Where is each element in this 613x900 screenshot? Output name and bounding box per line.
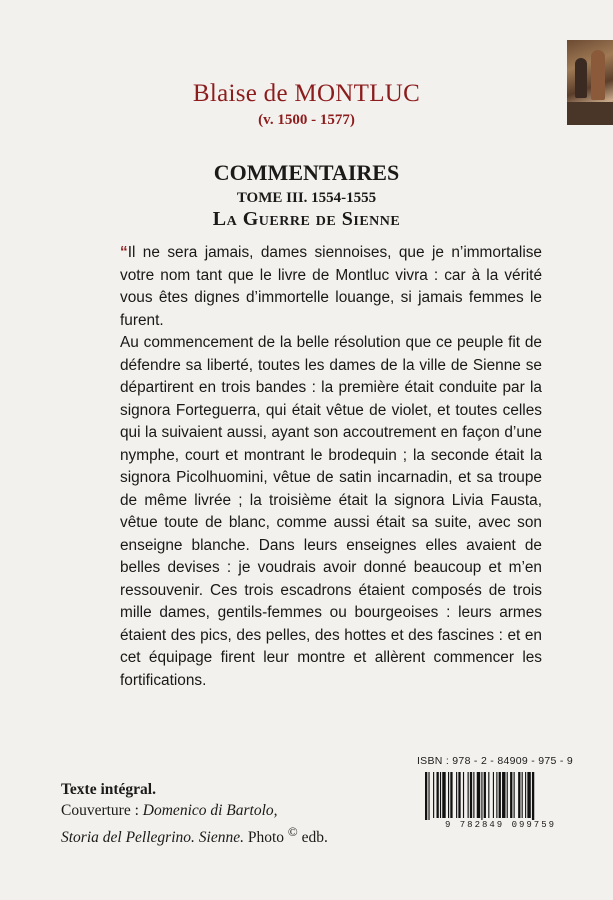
book-subtitle: La Guerre de Sienne (212, 208, 401, 230)
author-dates: (v. 1500 - 1577) (258, 112, 355, 128)
photo-label: Photo (243, 829, 288, 847)
barcode-bar (448, 772, 449, 818)
tome-label: TOME III. 1554-1555 (236, 190, 377, 206)
cover-prefix: Couverture : (61, 802, 143, 819)
barcode (423, 772, 578, 832)
barcode-bar (493, 772, 494, 818)
photo-owner: edb. (297, 829, 328, 847)
barcode-bar (488, 772, 489, 818)
barcode-bar (484, 772, 486, 818)
barcode-bar (433, 772, 434, 818)
barcode-bar (425, 772, 427, 822)
barcode-bar (481, 772, 482, 822)
barcode-bar (468, 772, 469, 818)
barcode-bar (522, 772, 523, 818)
barcode-bar (470, 772, 472, 818)
barcode-bar (532, 772, 534, 822)
barcode-graphic (423, 772, 578, 822)
barcode-bar (442, 772, 445, 818)
barcode-bar (477, 772, 480, 818)
barcode-bar (527, 772, 530, 818)
barcode-bar (514, 772, 515, 818)
cover-work: Storia del Pellegrino. Sienne. (61, 829, 244, 847)
barcode-bar (507, 772, 508, 818)
back-cover-quote (120, 242, 542, 692)
barcode-bar (473, 772, 474, 818)
barcode-bar (456, 772, 457, 818)
barcode-bar (428, 772, 429, 822)
barcode-bar (510, 772, 512, 818)
isbn-label: ISBN : 978 - 2 - 84909 - 975 - 9 (416, 755, 574, 767)
barcode-bar (458, 772, 460, 818)
copyright-symbol: © (287, 824, 298, 839)
quote-paragraph-2: Au commencement de la belle résolution que ce peuple fit de défendre sa liberté, toutes les dames de la ville de Sienne se départirent en trois bandes : la première était conduite par la signora Forteguerra, qui était vêtue de violet, et toutes celles qui la suivaient aussi, ayant son accoutrement en façon d’une nymphe, court et montrant le brodequin ; la seconde était la signora Picolhuomini, vêtue de satin incarnadin, et sa troupe de même livrée ; la troisième était la signora Livia Fausta, vêtue toute de blanc, comme aussi était sa suite, avec son enseigne blanche. Dans leurs enseignes elles avaient de belles devises : je voudrais avoir donné beaucoup et m’en ressouvenir. Ces trois escadrons étaient composés de trois mille dames, gentils-femmes ou bourgeoises : leurs armes étaient des pics, des pelles, des hottes et des fascines : et en cet équipage firent leur montre et allèrent commencer les fortifications. (120, 334, 542, 689)
credits-block (61, 779, 401, 848)
barcode-bar (496, 772, 497, 818)
opening-quote-mark: “ (120, 244, 128, 261)
quote-paragraph-1-text: Il ne sera jamais, dames siennoises, que je n’immortalise votre nom tant que le livre de Montluc vivra : car à la vérité vous êtes dignes d’immortelle louange, si jamais femmes le furent. (120, 244, 542, 329)
book-title: COMMENTAIRES (213, 160, 400, 185)
barcode-digits: 9 782849 099759 (423, 820, 578, 830)
barcode-bar (463, 772, 464, 818)
barcode-bar (518, 772, 520, 818)
barcode-bars (423, 772, 578, 822)
author-name: Blaise de MONTLUC (192, 80, 421, 107)
barcode-bar (450, 772, 452, 818)
cover-artist: Domenico di Bartolo, (142, 802, 278, 819)
barcode-bar (440, 772, 441, 818)
barcode-bar (502, 772, 505, 818)
full-text-note: Texte intégral. (61, 781, 156, 798)
quote-paragraph-1 (120, 242, 542, 332)
barcode-bar (499, 772, 501, 818)
barcode-bar (525, 772, 526, 818)
barcode-bar (437, 772, 439, 818)
